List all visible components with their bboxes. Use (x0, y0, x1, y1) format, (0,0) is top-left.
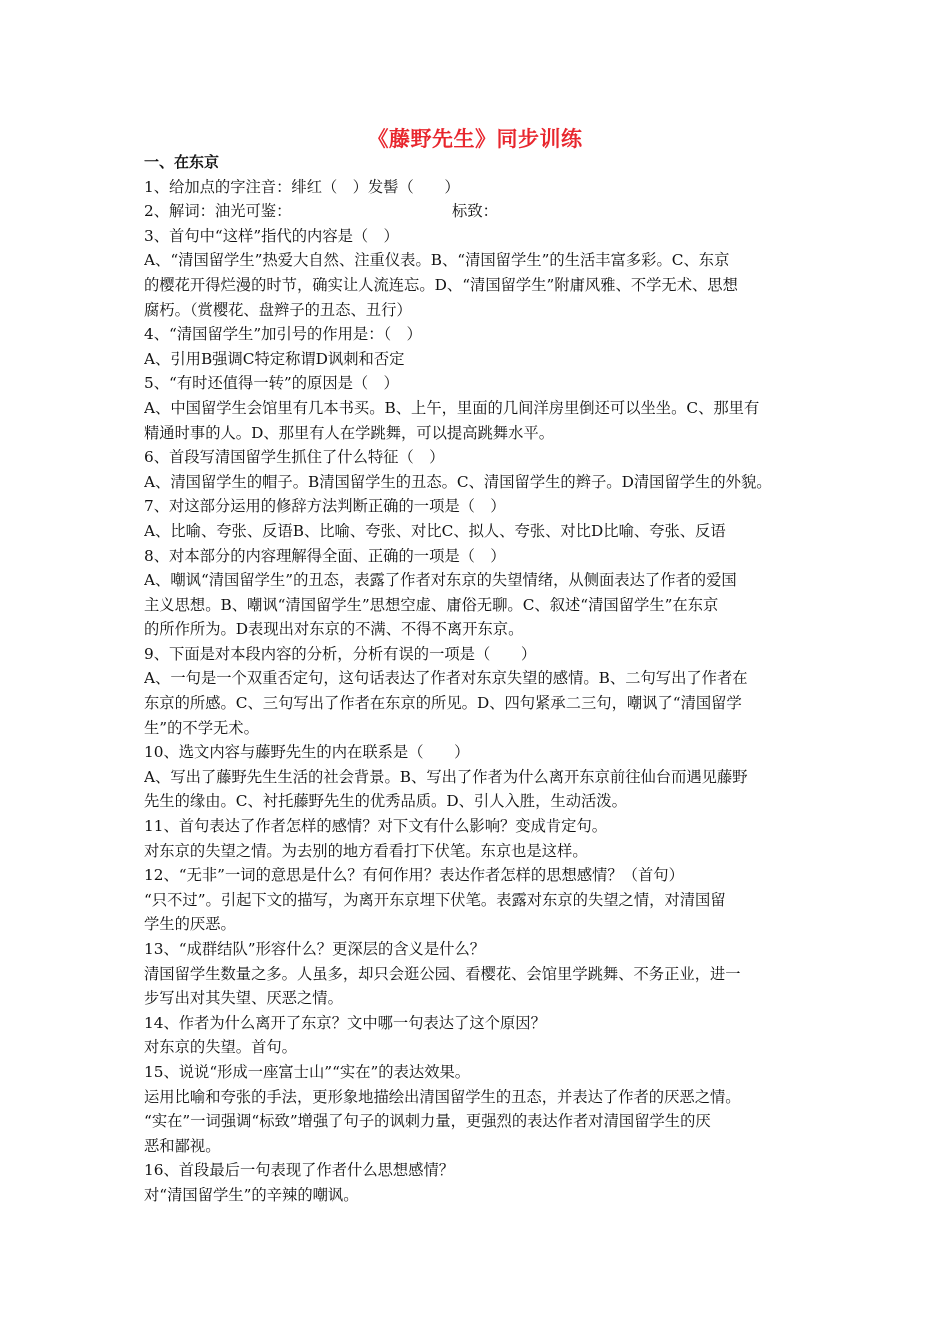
text-line: 1、给加点的字注音：绯红（ ）发髻（ ） (144, 177, 460, 196)
text-line: 3、首句中“这样”指代的内容是（ ） (144, 226, 399, 245)
text-line: A、中国留学生会馆里有几本书买。B、上午，里面的几间洋房里倒还可以坐坐。C、那里有 (144, 398, 760, 417)
text-line: A、清国留学生的帽子。B清国留学生的丑态。C、清国留学生的辫子。D清国留学生的外貌。 (144, 472, 772, 491)
text-line: A、“清国留学生”热爱大自然、注重仪表。B、“清国留学生”的生活丰富多彩。C、东京 (144, 251, 730, 270)
text-line: 对“清国留学生”的辛辣的嘲讽。 (144, 1185, 359, 1204)
text-line: 运用比喻和夸张的手法，更形象地描绘出清国留学生的丑态，并表达了作者的厌恶之情。 (144, 1087, 741, 1106)
text-line: 清国留学生数量之多。人虽多，却只会逛公园、看樱花、会馆里学跳舞、不务正业，进一 (144, 964, 741, 983)
text-line: 13、“成群结队”形容什么？更深层的含义是什么？ (144, 940, 486, 958)
text-line: 的樱花开得烂漫的时节，确实让人流连忘。D、“清国留学生”附庸风雅、不学无术、思想 (144, 275, 738, 294)
text-line: 恶和鄙视。 (144, 1136, 221, 1155)
document-body (144, 150, 810, 1208)
text-line: 12、“无非”一词的意思是什么？有何作用？表达作者怎样的思想感情？（首句） (144, 866, 684, 885)
text-line: 先生的缘由。C、衬托藤野先生的优秀品质。D、引人入胜，生动活泼。 (144, 792, 627, 811)
text-line: 2、解词：油光可鉴： 标致： (144, 202, 498, 221)
text-line: 11、首句表达了作者怎样的感情？对下文有什么影响？变成肯定句。 (144, 817, 608, 836)
text-line: 步写出对其失望、厌恶之情。 (144, 989, 343, 1008)
text-line: A、引用B强调C特定称谓D讽刺和否定 (144, 349, 405, 368)
text-line: 10、选文内容与藤野先生的内在联系是（ ） (144, 743, 470, 762)
text-line: 14、作者为什么离开了东京？文中哪一句表达了这个原因？ (144, 1013, 546, 1032)
text-line: 7、对这部分运用的修辞方法判断正确的一项是（ ） (144, 497, 506, 516)
text-line: 主义思想。B、嘲讽“清国留学生”思想空虚、庸俗无聊。C、叙述“清国留学生”在东京 (144, 595, 719, 614)
text-line: 精通时事的人。D、那里有人在学跳舞，可以提高跳舞水平。 (144, 423, 554, 442)
text-line: 16、首段最后一句表现了作者什么思想感情？ (144, 1161, 455, 1180)
text-line: 6、首段写清国留学生抓住了什么特征（ ） (144, 448, 445, 467)
section-heading: 一、在东京 (144, 153, 220, 171)
text-line: 腐朽。（赏樱花、盘辫子的丑态、丑行） (144, 300, 412, 319)
document-title: 《藤野先生》同步训练 (367, 127, 583, 151)
text-line: 生”的不学无术。 (144, 718, 259, 737)
text-line: 4、“清国留学生”加引号的作用是：（ ） (144, 325, 422, 344)
text-line: 9、下面是对本段内容的分析，分析有误的一项是（ ） (144, 644, 537, 663)
text-line: A、比喻、夸张、反语B、比喻、夸张、对比C、拟人、夸张、对比D比喻、夸张、反语 (144, 521, 726, 540)
text-line: “只不过”。引起下文的描写，为离开东京埋下伏笔。表露对东京的失望之情，对清国留 (144, 890, 726, 909)
text-line: 对东京的失望。首句。 (144, 1038, 297, 1057)
text-line: 的所作所为。D表现出对东京的不满、不得不离开东京。 (144, 620, 524, 639)
text-line: “实在”一词强调“标致”增强了句子的讽刺力量，更强烈的表达作者对清国留学生的厌 (144, 1112, 711, 1131)
text-line: 对东京的失望之情。为去别的地方看看打下伏笔。东京也是这样。 (144, 841, 588, 860)
text-line: 15、说说“形成一座富士山”“实在”的表达效果。 (144, 1062, 471, 1081)
text-line: 8、对本部分的内容理解得全面、正确的一项是（ ） (144, 546, 506, 565)
text-line: A、写出了藤野先生生活的社会背景。B、写出了作者为什么离开东京前往仙台而遇见藤野 (144, 767, 748, 786)
text-line: 5、“有时还值得一转”的原因是（ ） (144, 374, 399, 393)
text-line: A、一句是一个双重否定句，这句话表达了作者对东京失望的感情。B、二句写出了作者在 (144, 669, 748, 688)
exercise-lines (144, 175, 810, 1208)
text-line: A、嘲讽“清国留学生”的丑态，表露了作者对东京的失望情绪，从侧面表达了作者的爱国 (144, 571, 737, 590)
text-line: 东京的所感。C、三句写出了作者在东京的所见。D、四句紧承二三句，嘲讽了“清国留学 (144, 694, 742, 713)
text-line: 学生的厌恶。 (144, 915, 236, 934)
